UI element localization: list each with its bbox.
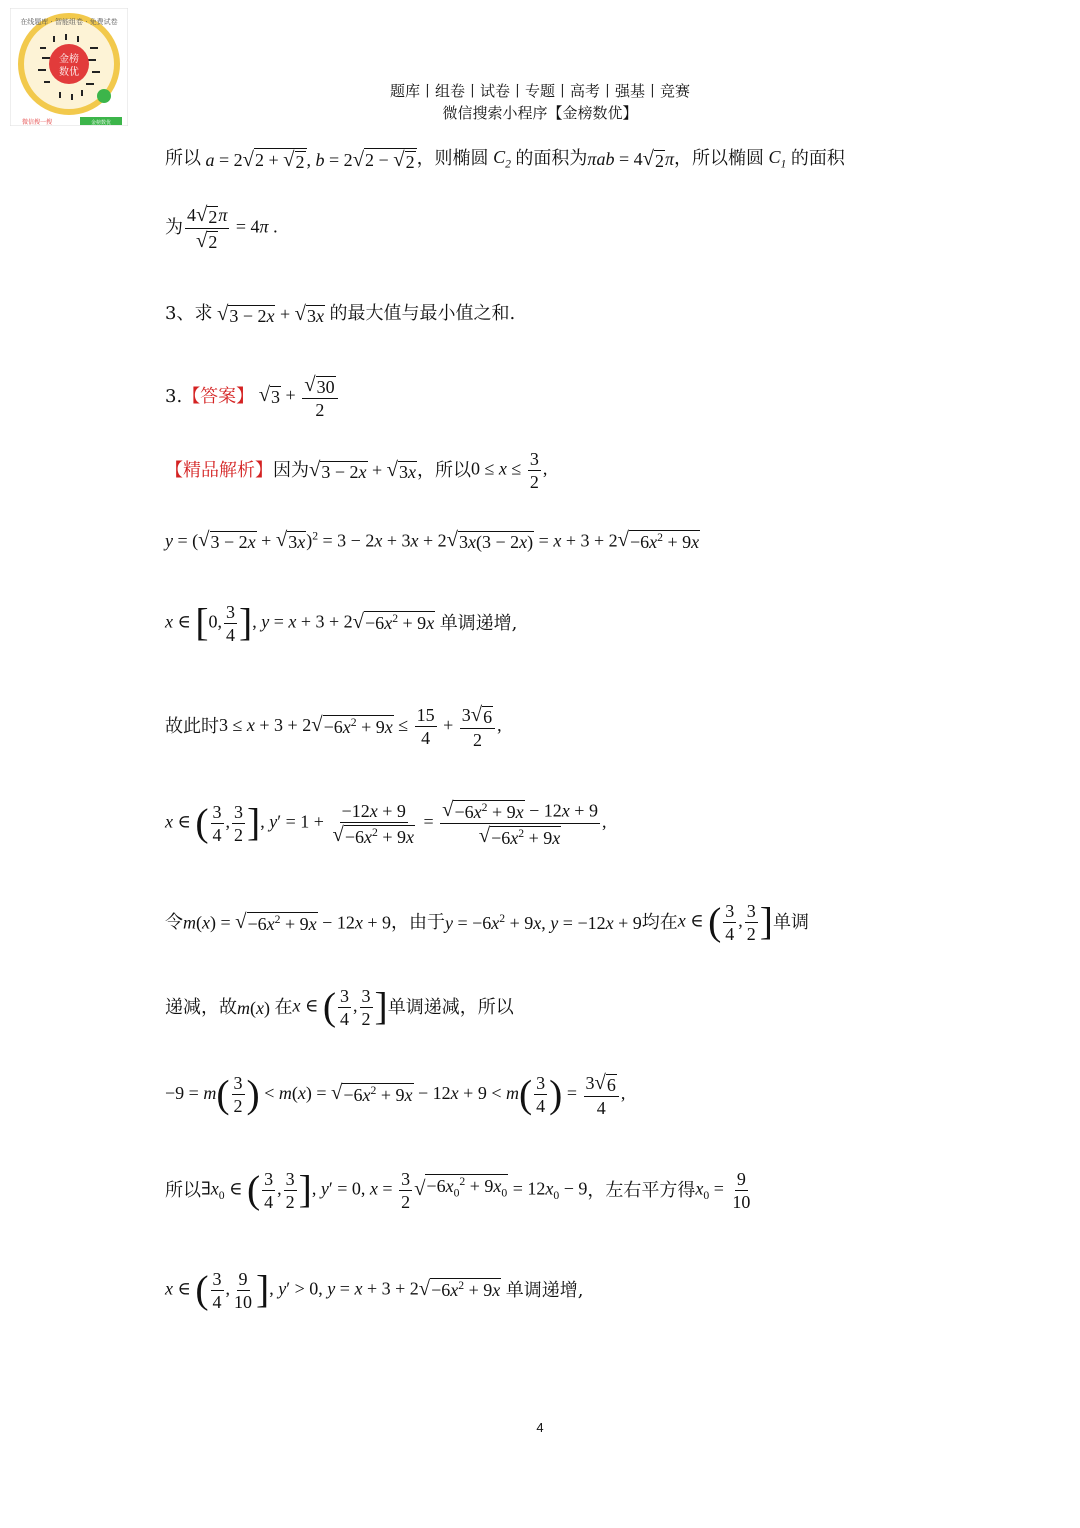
text-so-exists: 所以 <box>165 1179 201 1201</box>
answer-line <box>165 375 340 419</box>
line-area-c1-result <box>165 205 278 251</box>
math-interval-2: x ∈ ( $\frac{3}{4}$ , $\frac{3}{2}$ ] <box>677 899 773 944</box>
text-wei: 为 <box>165 217 183 239</box>
text-in: 在 <box>274 996 293 1018</box>
exists-x0-line <box>165 1167 754 1212</box>
text-since: ，由于 <box>390 911 445 933</box>
logo-footer-left: 微信搜一搜 <box>22 119 53 126</box>
page-number: 4 <box>536 1420 544 1435</box>
m-bound-line <box>165 1073 625 1117</box>
interval-1-line <box>165 600 518 645</box>
logo-text-2: 数优 <box>59 67 79 78</box>
math-range: 3 ≤ x + 3 + 2 √ $-6x^2 + 9x$ ≤ $\frac{15}{4}$ + 3 √ 6 2 , <box>219 704 502 750</box>
math-c1: $C_1$ <box>764 147 787 171</box>
math-m-bound: −9 = m( $\frac{3}{2}$ ) < m(x) = √ $-6x^2 + 9x$ − 12x + 9 < m( $\frac{3}{4}$ ) = 3 √ 6 4 , <box>165 1072 626 1118</box>
math-q3-expr: √ 3 − 2x + √ 3x <box>216 303 324 326</box>
text-so-area: ，所以椭圆 <box>674 148 764 170</box>
text-mono: 单调 <box>772 911 809 933</box>
header-subtitle: 微信搜索小程序【金榜数优】 <box>442 104 638 122</box>
math-a-b: a = 2 √ 2 + √ 2 , b = 2 √ 2 − √ 2 <box>205 149 415 172</box>
text-square-both: ，左右平方得 <box>587 1179 696 1201</box>
math-m-def: m(x) = √ $-6x^2 + 9x$ − 12x + 9 <box>183 911 391 934</box>
logo-text-1: 金榜 <box>59 54 79 65</box>
derivative-line <box>165 800 606 847</box>
math-interval-3: x ∈ ( $\frac{3}{4}$ , $\frac{3}{2}$ ] <box>292 984 388 1029</box>
math-exists-x0: $\exists x_0$ ∈ ( $\frac{3}{4}$ , $\frac{3}{2}$ ], y′ = 0, x = $\frac{3}{2}$ √ $-6x_0^2 + 9x_0$ = $12x_0 - 9$ <box>201 1167 588 1212</box>
decreasing-line <box>165 984 514 1029</box>
text-so: 所以 <box>165 148 201 170</box>
header-nav: 题库丨组卷丨试卷丨专题丨高考丨强基丨竞赛 <box>389 82 690 100</box>
question-3 <box>165 304 515 325</box>
math-domain-expr: √ 3 − 2x + √ 3x <box>309 459 417 482</box>
q3-prefix: 3、求 <box>165 303 213 325</box>
math-area-frac: 4 √ 2 π √ 2 = 4π . <box>187 204 278 253</box>
text-hence: 故此时 <box>165 715 219 737</box>
text-mono-inc: 单调递增, <box>439 612 518 634</box>
q3-suffix: 的最大值与最小值之和. <box>329 303 516 325</box>
logo-ring-text: 在线题库 · 智能组卷 · 免费试卷 <box>20 18 118 26</box>
math-c2: $C_2$ <box>488 147 511 171</box>
math-pi-ab: πab = 4 √ 2 π <box>587 148 674 171</box>
analysis-label: 【精品解析】 <box>165 459 273 481</box>
math-domain: 0 ≤ x ≤ $\frac{3}{2}$ , <box>471 449 548 492</box>
math-interval-1: x ∈ [0, $\frac{3}{4}$ ], y = x + 3 + 2 √ $-6x^2 + 9x$ <box>165 600 435 645</box>
text-mono-dec: 递减，故 <box>165 996 237 1018</box>
logo-footer-right: 金榜数优 <box>90 120 112 126</box>
math-answer: √ 3 + √ 30 2 <box>254 375 339 419</box>
text-because: 因为 <box>273 459 309 481</box>
math-mx-paren: (x) <box>250 997 275 1018</box>
text-mono-inc2: 单调递增, <box>505 1279 584 1301</box>
let-m-line <box>165 899 809 944</box>
final-interval-line <box>165 1267 584 1312</box>
answer-prefix: 3. <box>165 385 183 407</box>
text-both-in: 均在 <box>641 911 678 933</box>
math-y-squared: y = ( √ 3 − 2x + √ 3x )$^2$ = 3 − 2x + 3x + 2 √ 3x(3 − 2x) = x + 3 + 2 √ $-6x^2 + 9x$ <box>165 529 700 552</box>
math-both-funcs: $y = -6x^2 + 9x$, y = −12x + 9 <box>444 912 642 933</box>
text-then-area: ，则椭圆 <box>416 148 489 170</box>
y-squared-line <box>165 530 700 551</box>
text-area-of: 的面积 <box>790 148 845 170</box>
line-area-c2 <box>165 148 845 171</box>
text-so-comma: ，所以 <box>417 459 472 481</box>
text-area-is: 的面积为 <box>515 148 588 170</box>
page-header <box>0 80 1080 124</box>
text-mono-dec2: 单调递减，所以 <box>387 996 514 1018</box>
text-let: 令 <box>165 911 183 933</box>
range-line <box>165 705 502 749</box>
analysis-line <box>165 450 547 491</box>
math-x0-value: $x_0$ = $\frac{9}{10}$ <box>695 1169 751 1212</box>
answer-label: 【答案】 <box>182 385 255 407</box>
math-derivative: x ∈ ( $\frac{3}{4}$ , $\frac{3}{2}$ ], y′ = 1 + −12x + 9 √ $-6x^2 + 9x$ = √ $-6x^2 + 9x$ − 12x + 9 √ $-6x^2 + 9x$ , <box>165 799 607 848</box>
math-final-interval: x ∈ ( $\frac{3}{4}$ , $\frac{9}{10}$ ], y′ > 0, y = x + 3 + 2 √ $-6x^2 + 9x$ <box>165 1267 501 1312</box>
math-mx: m <box>237 997 250 1018</box>
